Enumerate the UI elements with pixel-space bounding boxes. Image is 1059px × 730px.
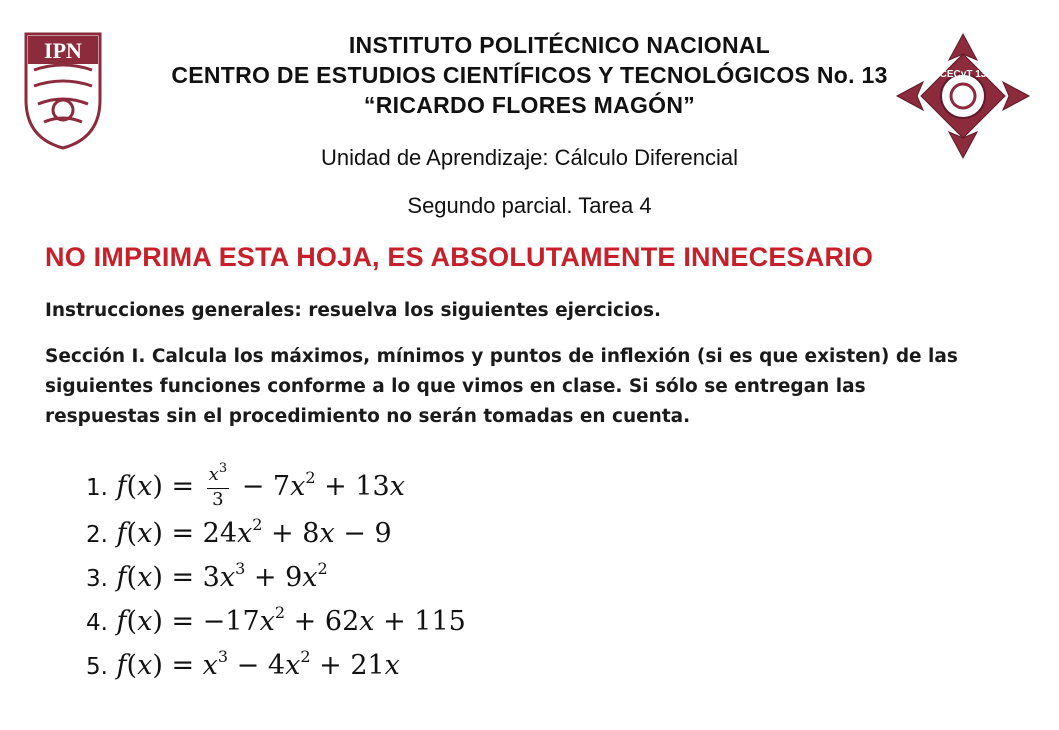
- cecyt-logo-text: CECyT 13: [939, 69, 987, 80]
- general-instructions: Instrucciones generales: resuelva los siguientes ejercicios.: [45, 300, 662, 321]
- section-instructions: Sección I. Calcula los máximos, mínimos y puntos de inflexión (si es que existen) de las siguientes funciones conforme a lo que vimos en clase. Si sólo se entregan las respuestas sin el procedimiento no serán tomadas en cuenta.: [45, 346, 958, 427]
- institute-name: INSTITUTO POLITÉCNICO NACIONAL: [348, 32, 771, 58]
- exercise-2: 2. $f(x) = 24x^2 + 8x - 9$: [86, 515, 392, 549]
- exercise-1: 1. f(x) = $\frac{x^3}{3}$ − $7x^2 + 13x$: [86, 461, 405, 510]
- exercise-5: 5. $f(x) = x^3 - 4x^2 + 21x$: [86, 647, 400, 681]
- exercise-list: [86, 462, 466, 688]
- course-name: Unidad de Aprendizaje: Cálculo Diferencial: [320, 145, 739, 170]
- warning-banner: NO IMPRIMA ESTA HOJA, ES ABSOLUTAMENTE INNECESARIO: [45, 242, 874, 272]
- ipn-logo-text: IPN: [44, 38, 82, 63]
- exercise-4: 4. $f(x) = -17x^2 + 62x + 115$: [86, 603, 466, 637]
- school-name: CENTRO DE ESTUDIOS CIENTÍFICOS Y TECNOLÓGICOS No. 13: [171, 62, 888, 88]
- school-honoree: “RICARDO FLORES MAGÓN”: [363, 92, 696, 118]
- exercise-3: 3. $f(x) = 3x^3 + 9x^2$: [86, 559, 328, 593]
- assignment-title: Segundo parcial. Tarea 4: [407, 193, 652, 218]
